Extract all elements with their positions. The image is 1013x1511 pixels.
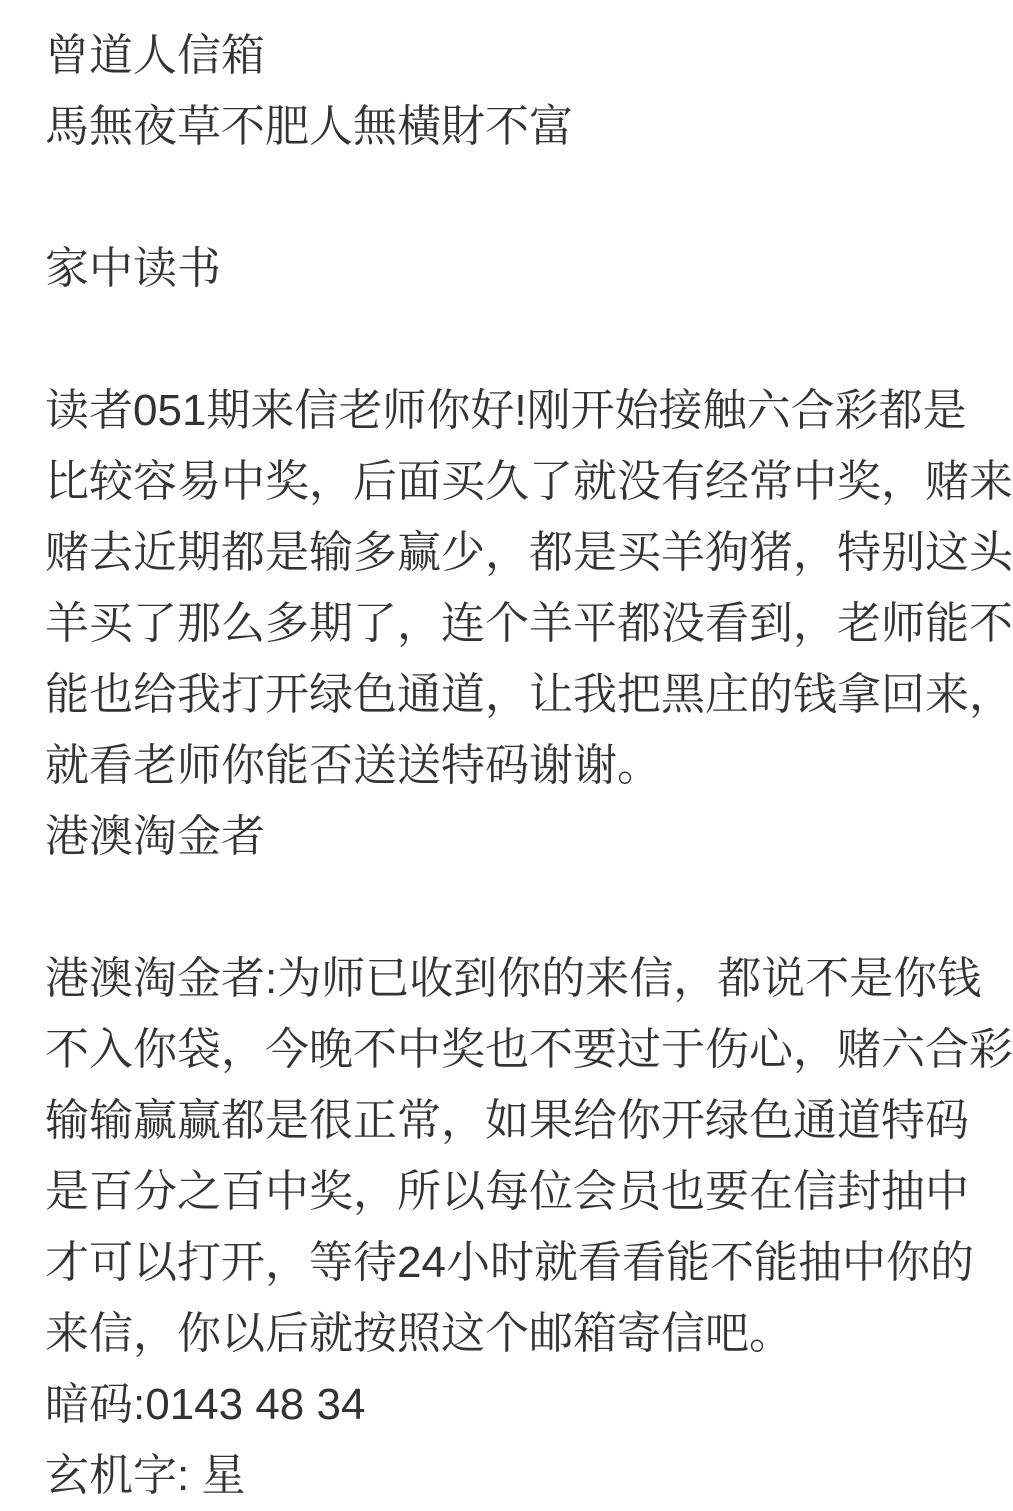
master-reply-line: 不入你袋，今晚不中奖也不要过于伤心，赌六合彩 bbox=[45, 1025, 1013, 1074]
secret-code: 暗码:0143 48 34 bbox=[45, 1380, 366, 1429]
reader-letter-line: 就看老师你能否送送特码谢谢。 bbox=[45, 741, 661, 790]
blank-line bbox=[45, 304, 983, 375]
proverb-line: 馬無夜草不肥人無橫財不富 bbox=[45, 102, 573, 151]
master-reply-line: 来信，你以后就按照这个邮箱寄信吧。 bbox=[45, 1309, 793, 1358]
reader-letter-line: 羊买了那么多期了，连个羊平都没看到，老师能不 bbox=[45, 599, 1013, 648]
master-reply-line: 港澳淘金者:为师已收到你的来信，都说不是你钱 bbox=[45, 954, 982, 1003]
mystery-word: 玄机字: 星 bbox=[45, 1451, 246, 1500]
master-reply-line: 输输赢赢都是很正常，如果给你开绿色通道特码 bbox=[45, 1096, 969, 1145]
reader-letter-line: 能也给我打开绿色通道，让我把黑庄的钱拿回来， bbox=[45, 670, 1013, 719]
master-reply-line: 是百分之百中奖，所以每位会员也要在信封抽中 bbox=[45, 1167, 969, 1216]
master-reply-line: 才可以打开，等待24小时就看看能不能抽中你的 bbox=[45, 1238, 974, 1287]
reader-letter-line: 比较容易中奖，后面买久了就没有经常中奖，赌来 bbox=[45, 457, 1013, 506]
page-title: 曾道人信箱 bbox=[45, 31, 265, 80]
reader-signature: 港澳淘金者 bbox=[45, 812, 265, 861]
reader-letter-line: 读者051期来信老师你好!刚开始接触六合彩都是 bbox=[45, 386, 967, 435]
reading-context: 家中读书 bbox=[45, 244, 221, 293]
blank-line bbox=[45, 872, 983, 943]
blank-line bbox=[45, 162, 983, 233]
reader-letter-line: 赌去近期都是输多赢少，都是买羊狗猪，特别这头 bbox=[45, 528, 1013, 577]
